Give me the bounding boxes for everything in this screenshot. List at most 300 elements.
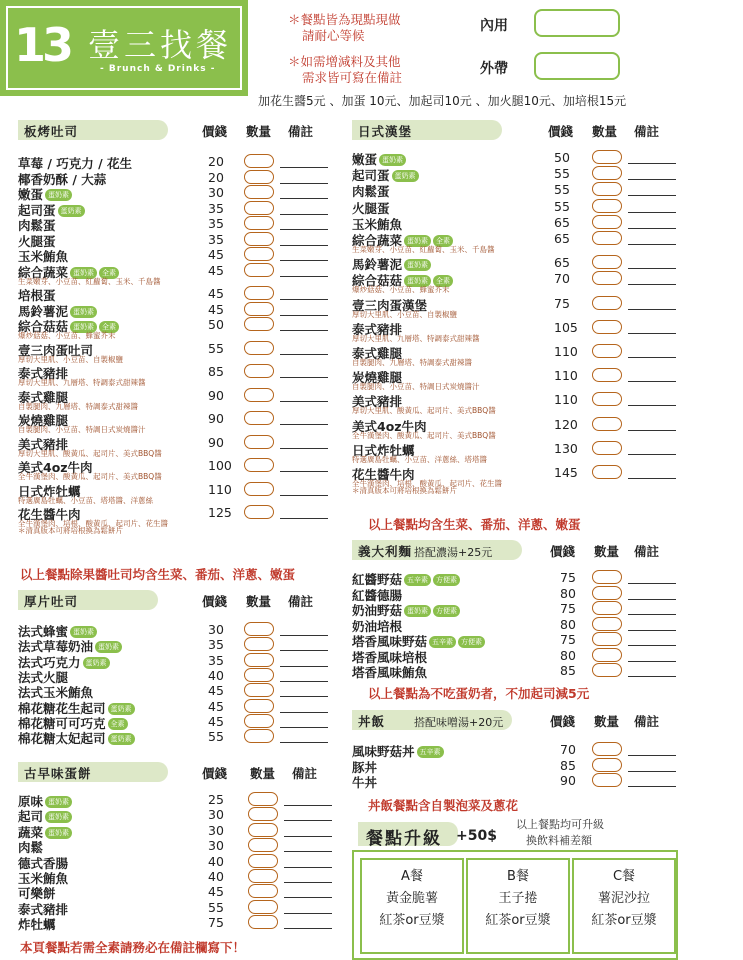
menu-item-row xyxy=(352,182,692,200)
menu-item-price: 75 xyxy=(560,632,576,647)
quantity-field[interactable] xyxy=(248,900,278,914)
diet-tag-badge: 全素 xyxy=(433,235,453,247)
quantity-field[interactable] xyxy=(248,807,278,821)
col-qty-header: 數量 xyxy=(246,594,272,609)
quantity-field[interactable] xyxy=(248,869,278,883)
menu-item-price: 120 xyxy=(554,416,578,432)
menu-item-label: 起司 xyxy=(18,809,44,825)
menu-item-label: 美式豬排 xyxy=(352,394,403,410)
note-field[interactable] xyxy=(284,805,332,806)
quantity-field[interactable] xyxy=(592,663,622,677)
menu-item-price: 100 xyxy=(208,458,232,473)
takeout-checkbox[interactable] xyxy=(534,52,620,80)
menu-item-description: 厚切大里肌、酸黃瓜、起司片、美式BBQ醬 xyxy=(352,406,496,416)
menu-item-price: 45 xyxy=(208,683,224,699)
section-header xyxy=(352,710,692,732)
menu-item-row xyxy=(18,838,336,856)
quantity-field[interactable] xyxy=(244,668,274,682)
note-field[interactable] xyxy=(628,454,676,455)
menu-item-row xyxy=(352,215,692,230)
note-field[interactable] xyxy=(284,928,332,929)
note-field[interactable] xyxy=(280,666,328,667)
quantity-field[interactable] xyxy=(244,505,274,519)
note-field[interactable] xyxy=(280,260,328,261)
menu-item-row xyxy=(18,915,336,933)
menu-item-row xyxy=(352,255,692,273)
menu-item-row xyxy=(352,368,692,392)
section-subtitle: 搭配濃湯+25元 xyxy=(414,546,493,559)
menu-item-row xyxy=(18,900,336,915)
col-note-header: 備註 xyxy=(634,124,660,139)
quantity-field[interactable] xyxy=(592,166,622,180)
menu-item-description: 自製腿肉、小豆苗、特調日式炭燒醬汁 xyxy=(352,382,480,392)
menu-item-description: 爆炒菇菇、小豆苗、蜂蜜芥末 xyxy=(352,285,450,295)
menu-item-row xyxy=(18,247,336,262)
menu-item-row xyxy=(18,262,336,286)
quantity-field[interactable] xyxy=(244,622,274,636)
note-field[interactable] xyxy=(628,405,676,406)
menu-item-price: 55 xyxy=(554,198,570,214)
menu-item-price: 75 xyxy=(560,570,576,585)
note-field[interactable] xyxy=(284,882,332,883)
note-field[interactable] xyxy=(280,471,328,472)
section-burger xyxy=(352,120,692,510)
quantity-field[interactable] xyxy=(592,344,622,358)
menu-item-row xyxy=(18,302,336,317)
menu-item-row xyxy=(18,185,336,200)
note-field[interactable] xyxy=(628,755,676,756)
note-field[interactable] xyxy=(280,214,328,215)
menu-item-price: 45 xyxy=(208,247,224,262)
quantity-field[interactable] xyxy=(592,296,622,310)
menu-item-label: 法式巧克力 xyxy=(18,654,81,670)
menu-item-row xyxy=(352,416,692,440)
quantity-field[interactable] xyxy=(244,435,274,449)
note-field[interactable] xyxy=(284,820,332,821)
note-field[interactable] xyxy=(284,913,332,914)
quantity-field[interactable] xyxy=(592,648,622,662)
diet-tag-badge: 全素 xyxy=(99,321,119,333)
quantity-field[interactable] xyxy=(592,742,622,756)
diet-tag-badge: 蛋奶素 xyxy=(108,703,135,715)
menu-item-price: 85 xyxy=(208,364,224,379)
menu-item-label: 蔬菜 xyxy=(18,824,44,840)
menu-item-price: 40 xyxy=(208,853,224,869)
menu-item-description: 全牛漢堡肉、培根、酸黃瓜、起司片、花生醬 xyxy=(352,479,502,488)
section-header xyxy=(18,590,336,612)
note-field[interactable] xyxy=(280,424,328,425)
note-field[interactable] xyxy=(628,268,676,269)
menu-item-row xyxy=(18,622,336,637)
note-field[interactable] xyxy=(280,696,328,697)
note-field[interactable] xyxy=(628,195,676,196)
menu-item-label: 馬鈴薯泥 xyxy=(352,257,403,273)
note-field[interactable] xyxy=(628,333,676,334)
note-field[interactable] xyxy=(284,851,332,852)
note-field[interactable] xyxy=(628,583,676,584)
note-field[interactable] xyxy=(280,315,328,316)
note-field[interactable] xyxy=(280,299,328,300)
menu-item-label: 法式蜂蜜 xyxy=(18,624,69,639)
quantity-field[interactable] xyxy=(592,570,622,584)
menu-item-price: 65 xyxy=(554,231,570,246)
note-field[interactable] xyxy=(280,354,328,355)
note-field[interactable] xyxy=(280,229,328,230)
note-field[interactable] xyxy=(628,381,676,382)
menu-item-description: ＊清真版本可將培根換為鬆餅片 xyxy=(352,486,457,495)
note-field[interactable] xyxy=(628,284,676,285)
note-field[interactable] xyxy=(628,676,676,677)
diet-tag-badge: 蛋奶素 xyxy=(58,205,85,217)
menu-item-label: 起司蛋 xyxy=(18,202,56,218)
combo-item: 王子捲 xyxy=(498,891,538,906)
menu-item-row xyxy=(18,792,336,807)
quantity-field[interactable] xyxy=(248,838,278,852)
menu-item-row xyxy=(18,729,336,747)
quantity-field[interactable] xyxy=(592,586,622,600)
quantity-field[interactable] xyxy=(244,411,274,425)
quantity-field[interactable] xyxy=(244,341,274,355)
note-field[interactable] xyxy=(280,377,328,378)
menu-item-label: 風味野菇丼 xyxy=(352,744,415,759)
menu-item-description: 全牛漢堡肉、培根、酸黃瓜、起司片、花生醬 xyxy=(18,519,168,528)
note-field[interactable] xyxy=(628,478,676,479)
note-field[interactable] xyxy=(628,212,676,213)
menu-item-price: 110 xyxy=(208,481,232,497)
menu-item-label: 日式炸牡蠣 xyxy=(352,442,415,458)
diet-tag-badge: 蛋奶素 xyxy=(392,170,419,182)
note-field[interactable] xyxy=(628,244,676,245)
note-field[interactable] xyxy=(628,661,676,662)
quantity-field[interactable] xyxy=(244,185,274,199)
menu-item-price: 75 xyxy=(554,295,570,311)
menu-item-label: 美式豬排 xyxy=(18,436,69,452)
menu-item-label: 塔香風味野菇 xyxy=(352,634,428,649)
note-field[interactable] xyxy=(280,330,328,331)
menu-item-price: 40 xyxy=(208,667,224,683)
menu-item-description: 厚切大里肌、九層塔、特調泰式甜辣醬 xyxy=(352,333,480,343)
menu-item-price: 45 xyxy=(208,884,224,900)
menu-item-row xyxy=(352,231,692,254)
quantity-field[interactable] xyxy=(244,232,274,246)
menu-item-row xyxy=(352,150,692,165)
note-field[interactable] xyxy=(628,357,676,358)
menu-item-price: 75 xyxy=(208,915,224,931)
quantity-field[interactable] xyxy=(592,392,622,406)
menu-item-row xyxy=(18,481,336,505)
menu-item-price: 30 xyxy=(208,807,224,823)
menu-item-price: 125 xyxy=(208,505,232,520)
menu-item-row xyxy=(18,699,336,714)
menu-item-description: 全牛漢堡肉、酸黃瓜、起司片、美式BBQ醬 xyxy=(352,430,496,440)
quantity-field[interactable] xyxy=(592,320,622,334)
note-field[interactable] xyxy=(280,245,328,246)
diet-tag-badge: 蛋奶素 xyxy=(83,657,110,669)
menu-item-label: 肉鬆蛋 xyxy=(352,184,390,200)
upgrade-price: +50$ xyxy=(456,828,497,844)
menu-item-label: 嫩蛋 xyxy=(18,187,44,202)
menu-item-price: 25 xyxy=(208,792,224,807)
combo-item: 薯泥沙拉 xyxy=(597,891,650,906)
quantity-field[interactable] xyxy=(592,215,622,229)
menu-item-label: 泰式豬排 xyxy=(18,901,69,917)
menu-item-label: 日式炸牡蠣 xyxy=(18,483,81,499)
menu-item-row xyxy=(352,601,692,616)
combo-c[interactable] xyxy=(572,858,676,954)
menu-item-row xyxy=(18,170,336,185)
menu-item-label: 塔香風味培根 xyxy=(352,649,428,665)
note-field[interactable] xyxy=(280,635,328,636)
col-note-header: 備註 xyxy=(634,544,660,559)
menu-item-row xyxy=(18,364,336,387)
combo-a[interactable] xyxy=(360,858,464,954)
menu-item-label: 肉鬆蛋 xyxy=(18,218,56,233)
menu-item-label: 草莓 / 巧克力 / 花生 xyxy=(18,156,133,171)
quantity-field[interactable] xyxy=(244,154,274,168)
menu-item-price: 90 xyxy=(208,387,224,403)
combo-name: C餐 xyxy=(612,869,636,884)
note-field[interactable] xyxy=(628,163,676,164)
col-qty-header: 數量 xyxy=(246,124,272,139)
quantity-field[interactable] xyxy=(244,699,274,713)
note-field[interactable] xyxy=(284,867,332,868)
note-field[interactable] xyxy=(280,167,328,168)
section-title: 板烤吐司 xyxy=(24,124,79,139)
dine-in-checkbox[interactable] xyxy=(534,9,620,37)
menu-item-label: 花生醬牛肉 xyxy=(18,507,81,522)
menu-item-price: 145 xyxy=(554,465,578,480)
note-field[interactable] xyxy=(280,495,328,496)
note-field[interactable] xyxy=(628,771,676,772)
menu-item-label: 奶油野菇 xyxy=(352,603,403,618)
quantity-field[interactable] xyxy=(592,417,622,431)
col-price-header: 價錢 xyxy=(550,544,576,559)
note-field[interactable] xyxy=(628,630,676,631)
note-field[interactable] xyxy=(628,599,676,600)
quantity-field[interactable] xyxy=(244,247,274,261)
quantity-field[interactable] xyxy=(248,884,278,898)
note-field[interactable] xyxy=(280,727,328,728)
menu-item-description: 特選廣島牡蠣、小豆苗、塔塔醬、洋蔥絲 xyxy=(18,495,153,505)
quantity-field[interactable] xyxy=(244,729,274,743)
rice-footer: 丼飯餐點含自製泡菜及蔥花 xyxy=(368,798,519,813)
menu-item-row xyxy=(18,387,336,411)
quantity-field[interactable] xyxy=(244,170,274,184)
quantity-field[interactable] xyxy=(592,231,622,245)
quantity-field[interactable] xyxy=(592,465,622,479)
section-subtitle: 搭配味噌湯+20元 xyxy=(414,716,504,729)
note-line: 需求皆可寫在備註 xyxy=(302,70,403,85)
menu-item-name xyxy=(18,729,135,747)
diet-tag-badge: 全素 xyxy=(99,267,119,279)
note-field[interactable] xyxy=(280,518,328,519)
menu-item-label: 嫩蛋 xyxy=(352,152,378,167)
menu-item-label: 綜合菇菇 xyxy=(352,273,403,289)
note-field[interactable] xyxy=(280,276,328,277)
quantity-field[interactable] xyxy=(592,617,622,631)
menu-item-label: 培根蛋 xyxy=(18,288,56,303)
menu-item-row xyxy=(352,586,692,601)
menu-item-row xyxy=(352,440,692,464)
menu-item-label: 玉米鮪魚 xyxy=(18,249,69,264)
menu-item-price: 50 xyxy=(554,150,570,165)
menu-item-price: 90 xyxy=(560,773,576,788)
quantity-field[interactable] xyxy=(244,482,274,496)
menu-item-row xyxy=(352,742,692,757)
diet-tag-badge: 蛋奶素 xyxy=(108,733,135,745)
menu-item-price: 65 xyxy=(554,214,570,230)
note-field[interactable] xyxy=(280,183,328,184)
note-field[interactable] xyxy=(280,401,328,402)
menu-item-label: 馬鈴薯泥 xyxy=(18,303,69,319)
quantity-field[interactable] xyxy=(244,683,274,697)
menu-item-price: 70 xyxy=(554,271,570,287)
note-field[interactable] xyxy=(284,836,332,837)
quantity-field[interactable] xyxy=(592,773,622,787)
quantity-field[interactable] xyxy=(244,637,274,651)
menu-item-price: 105 xyxy=(554,319,578,335)
note-field[interactable] xyxy=(628,228,676,229)
col-qty-header: 數量 xyxy=(250,766,276,781)
quantity-field[interactable] xyxy=(592,182,622,196)
quantity-field[interactable] xyxy=(592,368,622,382)
diet-tag-badge: 蛋奶素 xyxy=(404,605,431,617)
menu-item-label: 壹三肉蛋吐司 xyxy=(18,342,94,358)
note-field[interactable] xyxy=(628,614,676,615)
section-header xyxy=(18,762,336,784)
section-thick-toast xyxy=(18,590,336,750)
quantity-field[interactable] xyxy=(244,317,274,331)
quantity-field[interactable] xyxy=(244,286,274,300)
quantity-field[interactable] xyxy=(248,792,278,806)
note-field[interactable] xyxy=(280,650,328,651)
diet-tag-badge: 蛋奶素 xyxy=(45,811,72,823)
quantity-field[interactable] xyxy=(592,271,622,285)
quantity-field[interactable] xyxy=(592,758,622,772)
note-field[interactable] xyxy=(628,430,676,431)
combo-drink: 紅茶or豆漿 xyxy=(485,913,551,928)
menu-item-price: 30 xyxy=(208,838,224,854)
col-price-header: 價錢 xyxy=(202,594,228,609)
quantity-field[interactable] xyxy=(244,216,274,230)
menu-item-label: 玉米鮪魚 xyxy=(18,871,69,886)
diet-tag-badge: 蛋奶素 xyxy=(70,321,97,333)
menu-item-label: 綜合菇菇 xyxy=(18,319,69,334)
menu-item-price: 35 xyxy=(208,231,224,247)
quantity-field[interactable] xyxy=(244,302,274,316)
note-field[interactable] xyxy=(280,742,328,743)
col-note-header: 備註 xyxy=(634,714,660,729)
section-title: 古早味蛋餅 xyxy=(24,766,92,781)
menu-item-description: 生菜嫩芽、小豆苗、紅蘿蔔、玉米、千島醬 xyxy=(18,276,161,286)
menu-item-price: 45 xyxy=(208,698,224,714)
note-field[interactable] xyxy=(628,786,676,787)
menu-item-label: 棉花糖花生起司 xyxy=(18,700,106,716)
menu-item-price: 30 xyxy=(208,185,224,200)
diet-tag-badge: 蛋奶素 xyxy=(404,275,431,287)
dine-in-label: 內用 xyxy=(480,18,508,34)
section-pasta xyxy=(352,540,692,680)
menu-item-price: 110 xyxy=(554,368,578,384)
menu-item-row xyxy=(18,637,336,655)
note-field[interactable] xyxy=(280,198,328,199)
quantity-field[interactable] xyxy=(592,150,622,164)
note-field[interactable] xyxy=(280,448,328,449)
quantity-field[interactable] xyxy=(244,263,274,277)
col-price-header: 價錢 xyxy=(550,714,576,729)
quantity-field[interactable] xyxy=(244,388,274,402)
menu-item-price: 110 xyxy=(554,344,578,359)
brand-name: 壹三找餐 xyxy=(88,26,233,64)
menu-item-row xyxy=(18,340,336,364)
quantity-field[interactable] xyxy=(248,915,278,929)
menu-item-row xyxy=(18,854,336,869)
quantity-field[interactable] xyxy=(592,441,622,455)
quantity-field[interactable] xyxy=(592,601,622,615)
note-field[interactable] xyxy=(628,179,676,180)
menu-item-label: 豚丼 xyxy=(352,759,378,775)
menu-item-row xyxy=(18,317,336,340)
quantity-field[interactable] xyxy=(244,364,274,378)
note-field[interactable] xyxy=(284,897,332,898)
menu-item-row xyxy=(18,869,336,884)
quantity-field[interactable] xyxy=(592,255,622,269)
menu-item-row xyxy=(18,807,336,825)
menu-item-label: 起司蛋 xyxy=(352,168,390,184)
menu-item-name xyxy=(352,773,377,791)
note-field[interactable] xyxy=(280,712,328,713)
diet-tag-badge: 方便素 xyxy=(433,605,460,617)
menu-item-price: 55 xyxy=(208,899,224,915)
quantity-field[interactable] xyxy=(244,714,274,728)
menu-item-row xyxy=(18,286,336,301)
quantity-field[interactable] xyxy=(592,632,622,646)
note-field[interactable] xyxy=(628,645,676,646)
menu-item-row xyxy=(352,570,692,585)
quantity-field[interactable] xyxy=(592,199,622,213)
quantity-field[interactable] xyxy=(248,823,278,837)
quantity-field[interactable] xyxy=(248,854,278,868)
menu-item-price: 30 xyxy=(208,822,224,838)
menu-item-row xyxy=(352,617,692,632)
combo-b[interactable] xyxy=(466,858,570,954)
menu-item-price: 55 xyxy=(208,729,224,745)
menu-item-price: 55 xyxy=(554,182,570,198)
menu-item-label: 棉花糖太妃起司 xyxy=(18,731,106,747)
quantity-field[interactable] xyxy=(244,201,274,215)
note-field[interactable] xyxy=(280,681,328,682)
menu-item-price: 45 xyxy=(208,301,224,317)
diet-tag-badge: 五辛素 xyxy=(404,574,431,586)
menu-item-label: 炸牡蠣 xyxy=(18,917,56,933)
diet-tag-badge: 全素 xyxy=(108,718,128,730)
menu-item-row xyxy=(18,823,336,838)
brand-subtitle: - Brunch & Drinks - xyxy=(100,64,216,74)
menu-item-price: 35 xyxy=(208,200,224,216)
menu-item-row xyxy=(352,271,692,295)
menu-item-price: 35 xyxy=(208,652,224,668)
menu-item-label: 泰式豬排 xyxy=(352,321,403,337)
col-qty-header: 數量 xyxy=(594,544,620,559)
note-line: 請耐心等候 xyxy=(302,28,365,43)
note-field[interactable] xyxy=(628,309,676,310)
quantity-field[interactable] xyxy=(244,458,274,472)
menu-item-label: 泰式雞腿 xyxy=(352,346,403,361)
menu-item-label: 紅醬德腸 xyxy=(352,587,403,603)
menu-item-label: 奶油培根 xyxy=(352,618,403,634)
burger-footer: 以上餐點均含生菜、番茄、洋蔥、嫩蛋 xyxy=(368,517,581,532)
quantity-field[interactable] xyxy=(244,653,274,667)
